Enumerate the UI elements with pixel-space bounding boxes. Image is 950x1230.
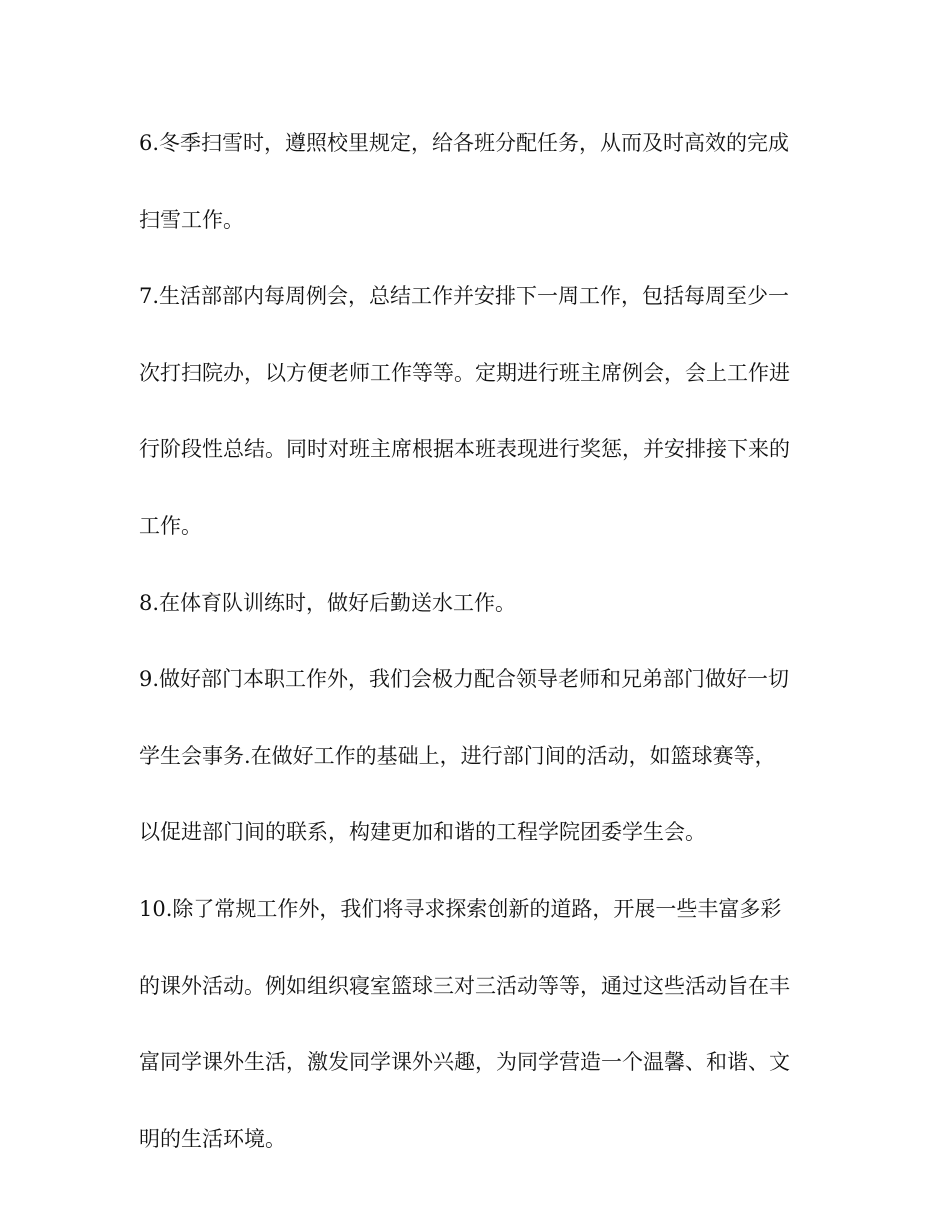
text-line: 8.在体育队训练时，做好后勤送水工作。 — [139, 590, 517, 615]
text-line: 次打扫院办，以方便老师工作等等。定期进行班主席例会，会上工作进 — [139, 360, 790, 385]
text-line: 行阶段性总结。同时对班主席根据本班表现进行奖惩，并安排接下来的 — [139, 437, 790, 462]
paragraph-item-10 — [139, 889, 815, 1159]
text-line: 学生会事务.在做好工作的基础上，进行部门间的活动，如篮球赛等， — [139, 743, 776, 768]
text-line: 7.生活部部内每周例会，总结工作并安排下一周工作，包括每周至少一 — [139, 284, 790, 309]
text-line: 富同学课外生活，激发同学课外兴趣，为同学营造一个温馨、和谐、文 — [139, 1050, 790, 1075]
text-line: 9.做好部门本职工作外，我们会极力配合领导老师和兄弟部门做好一切 — [139, 667, 790, 692]
text-line: 的课外活动。例如组织寝室篮球三对三活动等等，通过这些活动旨在丰 — [139, 973, 790, 998]
paragraph-item-6 — [139, 123, 815, 240]
paragraph-item-7 — [139, 276, 815, 546]
text-line: 以促进部门间的联系，构建更加和谐的工程学院团委学生会。 — [139, 820, 706, 845]
document-body — [139, 123, 815, 1195]
text-line: 工作。 — [139, 513, 202, 538]
text-line: 扫雪工作。 — [139, 207, 244, 232]
text-line: 10.除了常规工作外，我们将寻求探索创新的道路，开展一些丰富多彩 — [139, 896, 782, 921]
paragraph-item-9 — [139, 659, 815, 852]
text-line: 6.冬季扫雪时，遵照校里规定，给各班分配任务，从而及时高效的完成 — [139, 131, 790, 155]
text-line: 明的生活环境。 — [139, 1126, 286, 1151]
paragraph-item-8 — [139, 583, 815, 623]
